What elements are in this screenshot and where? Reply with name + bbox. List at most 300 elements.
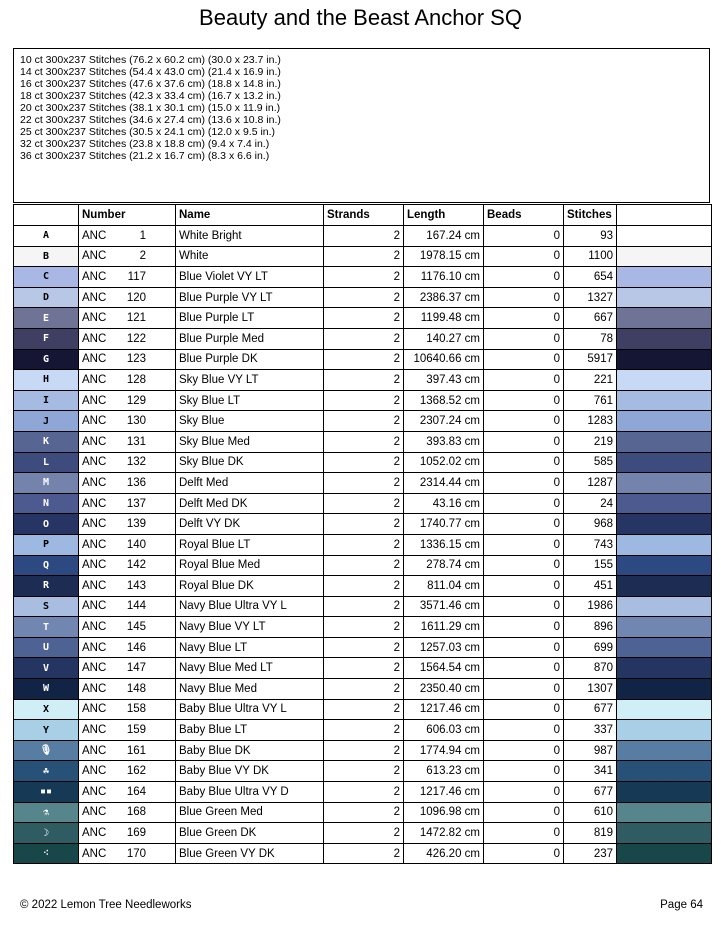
strands-cell: 2 [324,226,404,247]
brand-label: ANC [82,682,107,695]
symbol-cell: N [14,493,79,514]
brand-label: ANC [82,662,107,675]
floss-code: 2 [139,250,146,263]
table-row [14,349,712,370]
symbol-cell: A [14,226,79,247]
number-cell [79,740,176,761]
floss-code: 140 [126,538,146,551]
symbol-cell: ⚗ [14,802,79,823]
fabric-count-line: 16 ct 300x237 Stitches (47.6 x 37.6 cm) (18.8 x 14.8 in.) [20,78,281,90]
header-symbol [14,205,79,226]
brand-label: ANC [82,744,107,757]
length-cell: 1472.82 cm [404,823,484,844]
beads-cell: 0 [484,226,564,247]
header-strands: Strands [324,205,404,226]
symbol-cell: H [14,370,79,391]
length-cell: 1217.46 cm [404,782,484,803]
brand-label: ANC [82,291,107,304]
table-row [14,761,712,782]
symbol-cell: W [14,679,79,700]
stitches-cell: 699 [564,637,617,658]
length-cell: 2314.44 cm [404,473,484,494]
stitches-cell: 677 [564,699,617,720]
table-row [14,823,712,844]
page-number: Page 64 [660,899,703,911]
table-row [14,411,712,432]
length-cell: 426.20 cm [404,843,484,864]
table-row [14,431,712,452]
table-row [14,679,712,700]
floss-code: 158 [126,703,146,716]
header-name: Name [176,205,324,226]
number-cell [79,720,176,741]
table-row [14,720,712,741]
strands-cell: 2 [324,328,404,349]
fabric-count-line: 14 ct 300x237 Stitches (54.4 x 43.0 cm) (21.4 x 16.9 in.) [20,66,281,78]
fabric-count-line: 18 ct 300x237 Stitches (42.3 x 33.4 cm) (16.7 x 13.2 in.) [20,90,281,102]
length-cell: 606.03 cm [404,720,484,741]
strands-cell: 2 [324,493,404,514]
name-cell: Baby Blue DK [176,740,324,761]
stitches-cell: 896 [564,617,617,638]
floss-code: 144 [126,600,146,613]
symbol-cell: Q [14,555,79,576]
length-cell: 1564.54 cm [404,658,484,679]
stitches-cell: 78 [564,328,617,349]
header-number: Number [79,205,176,226]
number-cell [79,637,176,658]
floss-table [13,204,712,864]
beads-cell: 0 [484,658,564,679]
stitches-cell: 654 [564,267,617,288]
name-cell: Delft Med DK [176,493,324,514]
table-header-row [14,205,712,226]
color-swatch [617,534,712,555]
stitches-cell: 677 [564,782,617,803]
strands-cell: 2 [324,267,404,288]
brand-label: ANC [82,518,107,531]
name-cell: Sky Blue LT [176,390,324,411]
number-cell [79,246,176,267]
color-swatch [617,699,712,720]
fabric-count-line: 36 ct 300x237 Stitches (21.2 x 16.7 cm) (8.3 x 6.6 in.) [20,150,270,162]
floss-code: 142 [126,559,146,572]
table-row [14,514,712,535]
stitches-cell: 1986 [564,596,617,617]
beads-cell: 0 [484,637,564,658]
strands-cell: 2 [324,679,404,700]
number-cell [79,473,176,494]
brand-label: ANC [82,476,107,489]
name-cell: Navy Blue VY LT [176,617,324,638]
fabric-size-info [13,48,710,203]
number-cell [79,823,176,844]
number-cell [79,308,176,329]
number-cell [79,555,176,576]
beads-cell: 0 [484,246,564,267]
color-swatch [617,782,712,803]
table-row [14,782,712,803]
beads-cell: 0 [484,761,564,782]
stitches-cell: 870 [564,658,617,679]
table-row [14,226,712,247]
beads-cell: 0 [484,802,564,823]
floss-code: 131 [126,435,146,448]
symbol-cell: ▪▪ [14,782,79,803]
strands-cell: 2 [324,514,404,535]
number-cell [79,534,176,555]
name-cell: Navy Blue Med LT [176,658,324,679]
length-cell: 1978.15 cm [404,246,484,267]
stitches-cell: 987 [564,740,617,761]
number-cell [79,576,176,597]
floss-code: 130 [126,415,146,428]
symbol-cell: B [14,246,79,267]
brand-label: ANC [82,703,107,716]
floss-code: 145 [126,621,146,634]
brand-label: ANC [82,332,107,345]
color-swatch [617,328,712,349]
name-cell: Navy Blue Med [176,679,324,700]
symbol-cell: G [14,349,79,370]
brand-label: ANC [82,827,107,840]
strands-cell: 2 [324,740,404,761]
brand-label: ANC [82,785,107,798]
beads-cell: 0 [484,452,564,473]
strands-cell: 2 [324,411,404,432]
symbol-cell: T [14,617,79,638]
name-cell: Baby Blue Ultra VY D [176,782,324,803]
symbol-cell: D [14,287,79,308]
length-cell: 1096.98 cm [404,802,484,823]
beads-cell: 0 [484,699,564,720]
table-row [14,843,712,864]
symbol-cell: C [14,267,79,288]
beads-cell: 0 [484,328,564,349]
floss-code: 117 [127,270,146,283]
beads-cell: 0 [484,431,564,452]
symbol-cell: 🎙 [14,740,79,761]
number-cell [79,390,176,411]
length-cell: 1740.77 cm [404,514,484,535]
strands-cell: 2 [324,637,404,658]
table-row [14,308,712,329]
color-swatch [617,843,712,864]
name-cell: Delft Med [176,473,324,494]
stitches-cell: 819 [564,823,617,844]
floss-code: 128 [126,373,146,386]
length-cell: 613.23 cm [404,761,484,782]
color-swatch [617,555,712,576]
floss-code: 120 [126,291,146,304]
name-cell: Delft VY DK [176,514,324,535]
color-swatch [617,390,712,411]
brand-label: ANC [82,250,107,263]
table-row [14,534,712,555]
symbol-cell: K [14,431,79,452]
symbol-cell: F [14,328,79,349]
number-cell [79,411,176,432]
name-cell: Navy Blue Ultra VY L [176,596,324,617]
stitches-cell: 761 [564,390,617,411]
beads-cell: 0 [484,390,564,411]
brand-label: ANC [82,806,107,819]
header-stitches: Stitches [564,205,617,226]
brand-label: ANC [82,724,107,737]
table-row [14,555,712,576]
beads-cell: 0 [484,596,564,617]
table-row [14,246,712,267]
table-row [14,452,712,473]
color-swatch [617,349,712,370]
floss-code: 123 [126,353,146,366]
beads-cell: 0 [484,493,564,514]
brand-label: ANC [82,579,107,592]
beads-cell: 0 [484,534,564,555]
strands-cell: 2 [324,761,404,782]
number-cell [79,287,176,308]
number-cell [79,328,176,349]
brand-label: ANC [82,270,107,283]
strands-cell: 2 [324,473,404,494]
beads-cell: 0 [484,349,564,370]
number-cell [79,493,176,514]
strands-cell: 2 [324,720,404,741]
brand-label: ANC [82,373,107,386]
beads-cell: 0 [484,679,564,700]
number-cell [79,431,176,452]
color-swatch [617,431,712,452]
strands-cell: 2 [324,431,404,452]
floss-code: 148 [126,682,146,695]
symbol-cell: O [14,514,79,535]
number-cell [79,370,176,391]
color-swatch [617,761,712,782]
table-row [14,267,712,288]
name-cell: Blue Purple DK [176,349,324,370]
fabric-count-line: 32 ct 300x237 Stitches (23.8 x 18.8 cm) (9.4 x 7.4 in.) [20,138,270,150]
beads-cell: 0 [484,370,564,391]
stitches-cell: 337 [564,720,617,741]
length-cell: 140.27 cm [404,328,484,349]
table-row [14,658,712,679]
symbol-cell: ☘ [14,761,79,782]
strands-cell: 2 [324,782,404,803]
symbol-cell: ☽ [14,823,79,844]
name-cell: Sky Blue [176,411,324,432]
floss-code: 143 [126,579,146,592]
stitches-cell: 1307 [564,679,617,700]
fabric-count-line: 10 ct 300x237 Stitches (76.2 x 60.2 cm) (30.0 x 23.7 in.) [20,54,281,66]
strands-cell: 2 [324,555,404,576]
color-swatch [617,370,712,391]
stitches-cell: 221 [564,370,617,391]
table-row [14,370,712,391]
color-swatch [617,411,712,432]
floss-code: 146 [126,641,146,654]
stitches-cell: 585 [564,452,617,473]
number-cell [79,349,176,370]
length-cell: 393.83 cm [404,431,484,452]
color-swatch [617,267,712,288]
beads-cell: 0 [484,411,564,432]
beads-cell: 0 [484,267,564,288]
length-cell: 1774.94 cm [404,740,484,761]
table-row [14,287,712,308]
color-swatch [617,802,712,823]
beads-cell: 0 [484,617,564,638]
strands-cell: 2 [324,596,404,617]
stitches-cell: 1287 [564,473,617,494]
table-row [14,493,712,514]
strands-cell: 2 [324,370,404,391]
length-cell: 1199.48 cm [404,308,484,329]
name-cell: Baby Blue VY DK [176,761,324,782]
symbol-cell: U [14,637,79,658]
number-cell [79,843,176,864]
table-row [14,473,712,494]
brand-label: ANC [82,435,107,448]
page-title: Beauty and the Beast Anchor SQ [199,5,522,30]
stitches-cell: 667 [564,308,617,329]
header-swatch [617,205,712,226]
length-cell: 2386.37 cm [404,287,484,308]
name-cell: Royal Blue LT [176,534,324,555]
copyright: © 2022 Lemon Tree Needleworks [20,899,192,911]
table-row [14,576,712,597]
beads-cell: 0 [484,514,564,535]
length-cell: 1611.29 cm [404,617,484,638]
strands-cell: 2 [324,617,404,638]
color-swatch [617,226,712,247]
strands-cell: 2 [324,349,404,370]
fabric-count-line: 22 ct 300x237 Stitches (34.6 x 27.4 cm) (13.6 x 10.8 in.) [20,114,281,126]
symbol-cell: L [14,452,79,473]
length-cell: 811.04 cm [404,576,484,597]
symbol-cell: Y [14,720,79,741]
brand-label: ANC [82,600,107,613]
number-cell [79,226,176,247]
stitches-cell: 237 [564,843,617,864]
table-row [14,617,712,638]
stitches-cell: 341 [564,761,617,782]
name-cell: Blue Purple LT [176,308,324,329]
color-swatch [617,246,712,267]
stitches-cell: 610 [564,802,617,823]
stitches-cell: 93 [564,226,617,247]
floss-code: 122 [126,332,146,345]
beads-cell: 0 [484,473,564,494]
number-cell [79,452,176,473]
length-cell: 1176.10 cm [404,267,484,288]
floss-code: 139 [126,518,146,531]
length-cell: 43.16 cm [404,493,484,514]
brand-label: ANC [82,456,107,469]
length-cell: 10640.66 cm [404,349,484,370]
length-cell: 1052.02 cm [404,452,484,473]
header-beads: Beads [484,205,564,226]
strands-cell: 2 [324,534,404,555]
name-cell: Blue Green DK [176,823,324,844]
name-cell: Blue Green VY DK [176,843,324,864]
length-cell: 1336.15 cm [404,534,484,555]
name-cell: Navy Blue LT [176,637,324,658]
strands-cell: 2 [324,246,404,267]
name-cell: Blue Purple VY LT [176,287,324,308]
length-cell: 167.24 cm [404,226,484,247]
stitches-cell: 24 [564,493,617,514]
beads-cell: 0 [484,843,564,864]
table-row [14,802,712,823]
strands-cell: 2 [324,843,404,864]
brand-label: ANC [82,559,107,572]
beads-cell: 0 [484,287,564,308]
header-length: Length [404,205,484,226]
color-swatch [617,720,712,741]
floss-code: 137 [126,497,146,510]
stitches-cell: 1100 [564,246,617,267]
strands-cell: 2 [324,287,404,308]
length-cell: 278.74 cm [404,555,484,576]
beads-cell: 0 [484,740,564,761]
floss-code: 132 [126,456,146,469]
number-cell [79,699,176,720]
color-swatch [617,617,712,638]
strands-cell: 2 [324,699,404,720]
name-cell: Baby Blue LT [176,720,324,741]
length-cell: 1217.46 cm [404,699,484,720]
table-row [14,328,712,349]
stitches-cell: 451 [564,576,617,597]
stitches-cell: 1327 [564,287,617,308]
symbol-cell: E [14,308,79,329]
strands-cell: 2 [324,390,404,411]
name-cell: Sky Blue VY LT [176,370,324,391]
strands-cell: 2 [324,452,404,473]
brand-label: ANC [82,497,107,510]
brand-label: ANC [82,641,107,654]
table-row [14,596,712,617]
fabric-count-line: 20 ct 300x237 Stitches (38.1 x 30.1 cm) (15.0 x 11.9 in.) [20,102,281,114]
table-row [14,699,712,720]
floss-code: 121 [126,312,146,325]
floss-code: 161 [126,744,146,757]
beads-cell: 0 [484,576,564,597]
brand-label: ANC [82,621,107,634]
stitches-cell: 743 [564,534,617,555]
symbol-cell: R [14,576,79,597]
color-swatch [617,576,712,597]
brand-label: ANC [82,229,107,242]
color-swatch [617,514,712,535]
beads-cell: 0 [484,720,564,741]
name-cell: Royal Blue DK [176,576,324,597]
stitches-cell: 155 [564,555,617,576]
brand-label: ANC [82,765,107,778]
length-cell: 2350.40 cm [404,679,484,700]
floss-code: 164 [126,785,146,798]
color-swatch [617,287,712,308]
table-row [14,637,712,658]
strands-cell: 2 [324,308,404,329]
floss-code: 170 [126,847,146,860]
name-cell: Baby Blue Ultra VY L [176,699,324,720]
strands-cell: 2 [324,576,404,597]
length-cell: 1368.52 cm [404,390,484,411]
color-swatch [617,473,712,494]
name-cell: Sky Blue Med [176,431,324,452]
color-swatch [617,679,712,700]
